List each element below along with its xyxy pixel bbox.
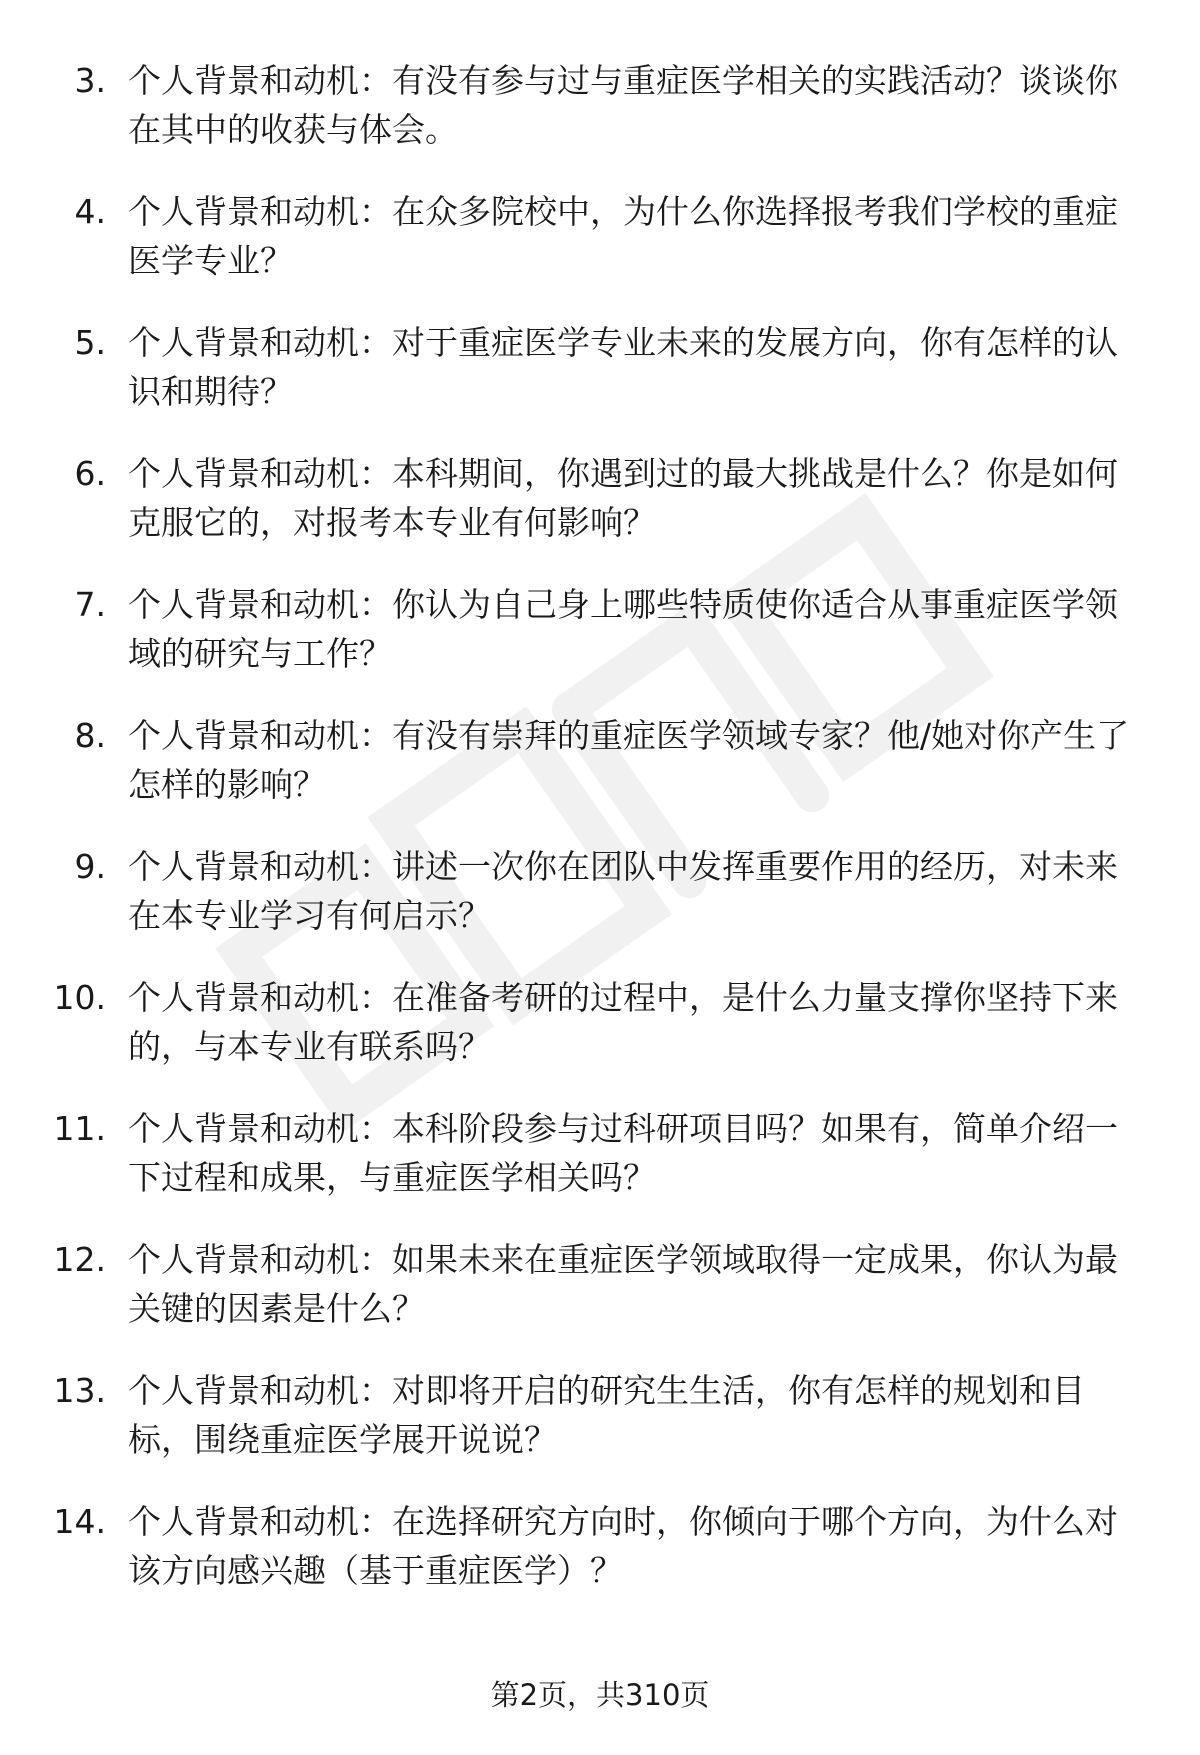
question-item xyxy=(0,56,1200,187)
question-list xyxy=(0,56,1200,1628)
question-text: 个人背景和动机：在选择研究方向时，你倾向于哪个方向，为什么对该方向感兴趣（基于重症医学）？ xyxy=(128,1502,1118,1590)
question-item xyxy=(0,580,1200,711)
question-text: 个人背景和动机：本科期间，你遇到过的最大挑战是什么？你是如何克服它的，对报考本专业有何影响？ xyxy=(128,454,1118,542)
question-item xyxy=(0,187,1200,318)
question-item xyxy=(0,842,1200,973)
question-number: 6. xyxy=(74,454,106,493)
question-number: 3. xyxy=(74,61,106,100)
question-number: 13. xyxy=(53,1371,106,1410)
question-item xyxy=(0,318,1200,449)
question-text: 个人背景和动机：如果未来在重症医学领域取得一定成果，你认为最关键的因素是什么？ xyxy=(128,1240,1118,1328)
question-number: 7. xyxy=(74,585,106,624)
question-number: 5. xyxy=(74,323,106,362)
question-text: 个人背景和动机：在准备考研的过程中，是什么力量支撑你坚持下来的，与本专业有联系吗？ xyxy=(128,978,1118,1066)
question-number: 14. xyxy=(53,1502,106,1541)
question-item xyxy=(0,1366,1200,1497)
question-number: 12. xyxy=(53,1240,106,1279)
question-number: 11. xyxy=(53,1109,106,1148)
question-item xyxy=(0,711,1200,842)
question-number: 10. xyxy=(53,978,106,1017)
question-text: 个人背景和动机：你认为自己身上哪些特质使你适合从事重症医学领域的研究与工作？ xyxy=(128,585,1118,673)
question-number: 4. xyxy=(74,192,106,231)
question-item xyxy=(0,1235,1200,1366)
question-item xyxy=(0,1104,1200,1235)
question-text: 个人背景和动机：本科阶段参与过科研项目吗？如果有，简单介绍一下过程和成果，与重症医学相关吗？ xyxy=(128,1109,1118,1197)
question-text: 个人背景和动机：在众多院校中，为什么你选择报考我们学校的重症医学专业？ xyxy=(128,192,1118,280)
question-text: 个人背景和动机：对于重症医学专业未来的发展方向，你有怎样的认识和期待？ xyxy=(128,323,1118,411)
question-text: 个人背景和动机：对即将开启的研究生生活，你有怎样的规划和目标，围绕重症医学展开说说？ xyxy=(128,1371,1085,1459)
question-text: 个人背景和动机：有没有参与过与重症医学相关的实践活动？谈谈你在其中的收获与体会。 xyxy=(128,61,1118,149)
question-item xyxy=(0,449,1200,580)
question-item xyxy=(0,1497,1200,1628)
page-number-footer: 第2页，共310页 xyxy=(490,1678,710,1712)
question-number: 9. xyxy=(74,847,106,886)
question-text: 个人背景和动机：有没有崇拜的重症医学领域专家？他/她对你产生了怎样的影响？ xyxy=(128,716,1130,804)
question-number: 8. xyxy=(74,716,106,755)
question-text: 个人背景和动机：讲述一次你在团队中发挥重要作用的经历，对未来在本专业学习有何启示？ xyxy=(128,847,1118,935)
question-item xyxy=(0,973,1200,1104)
